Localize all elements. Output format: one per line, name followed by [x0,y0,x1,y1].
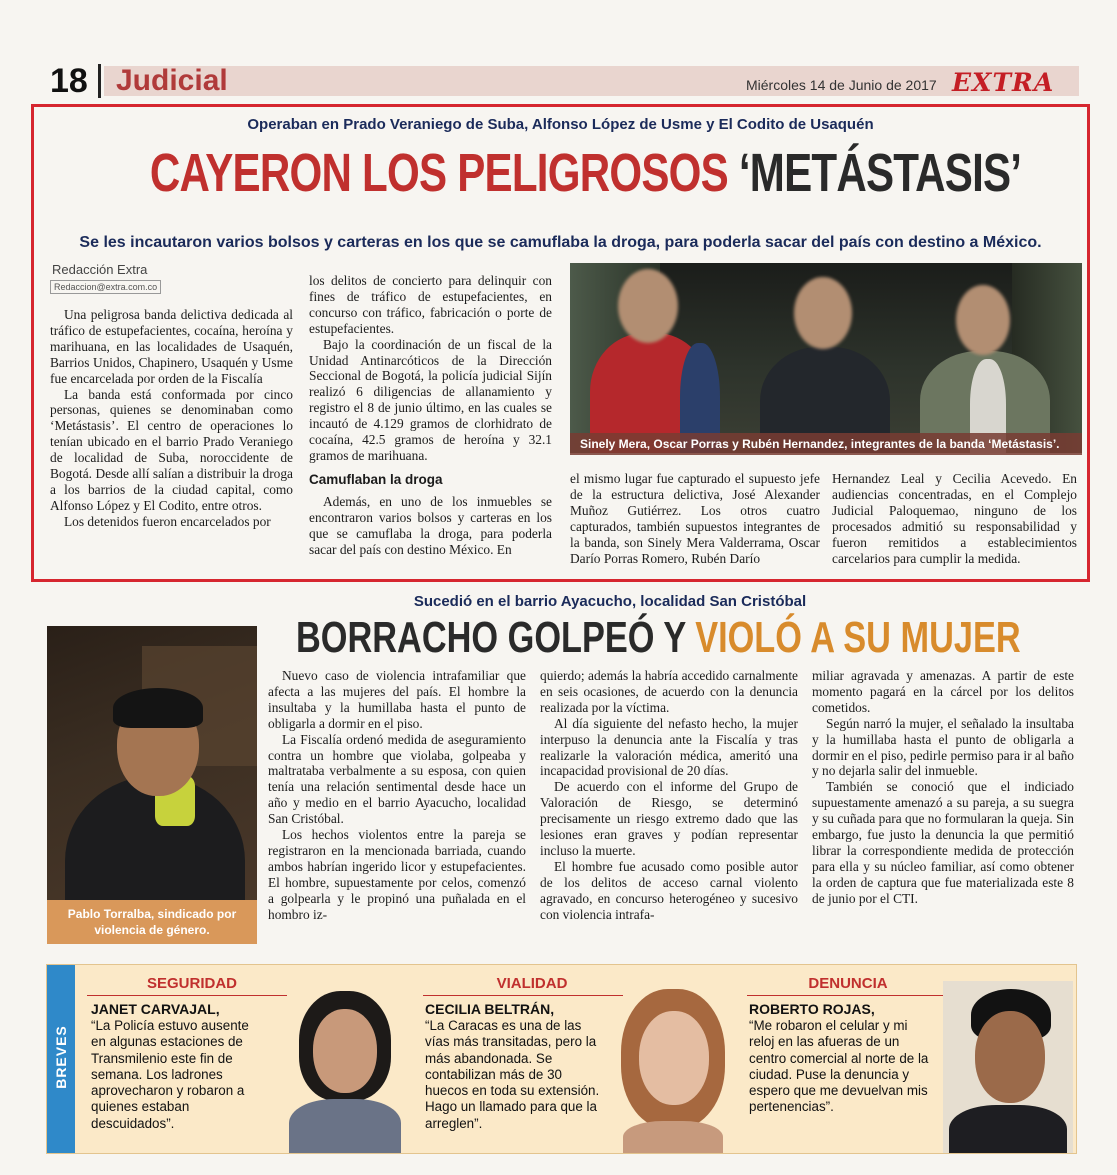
page-header [40,62,1077,100]
page-number-divider [98,64,101,98]
story1-column-3 [570,471,820,566]
story1-col2-p1: los delitos de concierto para delinquir con fines de tráfico de estupefacientes, en concurso con tráfico, fabricación o porte de estupefacientes. [309,273,552,336]
brief-3-quote: “Me robaron el celular y mi reloj en las afueras de un centro comercial al norte de la ciudad. Puse la denuncia y espero que me devuelvan mis pertenencias”. [749,1018,929,1115]
section-name: Judicial [116,64,228,97]
story1-col3-p1: el mismo lugar fue capturado el supuesto jefe de la estructura delictiva, José Alexander Muñoz Gutiérrez. Los otros cuatro capturados, también supuestos integrantes de la banda, son Sinely Mera Valderrama, Oscar Darío Porras Romero, Rubén Darío [570,471,820,566]
brief-3-name: ROBERTO ROJAS, [749,1001,875,1017]
story-metastasis [31,104,1090,582]
story2-col2-p1: quierdo; además la habría accedido carnalmente en seis ocasiones, de acuerdo con la denuncia realizada por la víctima. [540,668,798,715]
story1-col2-p2: Bajo la coordinación de un fiscal de la Unidad Antinarcóticos de la Dirección Seccional de Bogotá, la policía judicial Sijín realizó 6 diligencias de allanamiento y registro el 8 de junio último, en las cuales se incautó de 4.129 gramos de clorhidrato de cocaína, 42.5 gramos de heroína y 32.1 gramos de marihuana. [309,336,552,463]
story1-email: Redaccion@extra.com.co [50,280,161,294]
story1-byline: Redacción Extra [52,262,148,277]
breves-label: BREVES [53,1025,69,1089]
story2-col1-p3: Los hechos violentos entre la pareja se registraron en la mencionada barriada, cuando ambos habrían ingerido licor y estupefacientes. El hombre, supuestamente por celos, comenzó a golpearla y le propinó una puñalada en el hombro iz- [268,827,526,922]
suspect-hair [113,688,203,728]
story1-column-2 [309,273,552,558]
story1-column-1 [50,307,293,530]
story1-headline-part2: ‘METÁSTASIS’ [738,143,1022,203]
story1-col1-p2: La banda está conformada por cinco personas, quienes se denominaban como ‘Metástasis’. El centro de operaciones lo tenían ubicado en el barrio Prado Veraniego de localidad de Suba, noroccidente de Bogotá. Desde allí salían a distribuir la droga a los barrios de la ciudad capital, como Alfonso López y El Codito, entre otros. [50,386,293,513]
page-number: 18 [50,62,88,100]
story2-headline-part2: VIOLÓ A SU MUJER [695,613,1021,662]
story1-column-4 [832,471,1077,566]
story2-headline [296,610,1021,666]
story2-col1-p1: Nuevo caso de violencia intrafamiliar que afecta a las mujeres del país. El hombre la insultaba y la humillaba hasta el punto de obligarla a dormir en el piso. [268,668,526,731]
story1-kicker: Operaban en Prado Veraniego de Suba, Alfonso López de Usme y El Codito de Usaquén [247,116,874,133]
story2-col1-p2: La Fiscalía ordenó medida de aseguramiento contra un hombre que violaba, golpeaba y maltrataba verbalmente a su esposa, con quien tenía una relación sentimental desde hace un año y medio en el barrio Ayacucho, localidad San Cristóbal. [268,731,526,827]
brief-1-category: SEGURIDAD [146,975,237,992]
brief-2-category: VIALIDAD [496,975,568,992]
story1-col2-p3: Además, en uno de los inmuebles se encontraron varios bolsos y carteras en los que se camuflaba la droga, para poderla sacar del país con destino México. En [309,493,552,557]
story2-col3-p2: Según narró la mujer, el señalado la insultaba y la humillaba hasta el punto de obligarla a dormir en el piso, pedirle permiso para ir al baño y no dejarla salir del inmueble. [812,715,1074,779]
brief-3-shirt [949,1105,1067,1153]
brief-2-face [639,1011,709,1105]
brief-2-portrait [609,981,737,1153]
story2-column-2 [540,668,798,923]
story1-photo-caption: Sinely Mera, Oscar Porras y Rubén Hernandez, integrantes de la banda ‘Metástasis’. [570,433,1082,455]
extra-logo-mark [950,66,1072,96]
story2-photo-caption: Pablo Torralba, sindicado por violencia de género. [47,900,257,944]
brief-3-rule [747,995,947,996]
extra-logo [950,66,1072,96]
brief-1-portrait [279,981,411,1153]
brief-1-rule [87,995,287,996]
brief-2-neck [623,1121,723,1153]
brief-3-portrait [943,981,1073,1153]
suspect-1-head [618,269,678,343]
suspect-3-head [956,285,1010,355]
story2-photo [47,626,257,944]
extra-logo-text: EXTRA [952,68,1055,96]
story2-kicker: Sucedió en el barrio Ayacucho, localidad San Cristóbal [413,593,807,610]
brief-3-category: DENUNCIA [808,975,888,992]
brief-1-face [313,1009,377,1093]
brief-2-rule [423,995,623,996]
brief-1-quote: “La Policía estuvo ausente en algunas estaciones de Transmilenio este fin de semana. Los ladrones aprovecharon y robaron a quienes estaban descuidados”. [91,1018,249,1131]
story1-headline [149,141,1022,205]
suspect-2-head [794,277,852,349]
story2-col3-p1: miliar agravada y amenazas. A partir de este momento pagará en la cárcel por los delitos cometidos. [812,668,1074,715]
story2-col2-p3: De acuerdo con el informe del Grupo de Valoración de Riesgo, se determinó precisamente un riesgo extremo dado que las lesiones eran graves y podían representar incluso la muerte. [540,779,798,858]
story2-column-1 [268,668,526,923]
brief-2-quote: “La Caracas es una de las vías más transitadas, pero la más abandonada. Se contabilizan más de 30 huecos en toda su extensión. Hago un llamado para que la arreglen”. [425,1018,600,1131]
story1-subhead: Camuflaban la droga [309,471,443,487]
brief-1-name: JANET CARVAJAL, [91,1001,220,1017]
story1-col4-p1: Hernandez Leal y Cecilia Acevedo. En audiencias concentradas, en el Complejo Judicial Paloquemao, ninguno de los procesados admitió su responsabilidad y fueron remitidos a establecimientos carcelarios para cumplir la medida. [832,471,1077,566]
story2-headline-part1: BORRACHO GOLPEÓ Y [296,613,696,662]
story2-col2-p2: Al día siguiente del nefasto hecho, la mujer interpuso la denuncia ante la Fiscalía y tras realizarle la valoración médica, ameritó una incapacidad provisional de 20 días. [540,715,798,779]
story2-col2-p4: El hombre fue acusado como posible autor de los delitos de acceso carnal violento agravado, en concurso heterogéneo y sucesivo con violencia intrafa- [540,858,798,922]
brief-3-face [975,1011,1045,1103]
brief-1-shirt [289,1099,401,1153]
breves-tab [47,965,75,1153]
story1-headline-part1: CAYERON LOS PELIGROSOS [149,143,739,203]
story1-col1-p3: Los detenidos fueron encarcelados por [64,513,271,529]
story1-col1-p1: Una peligrosa banda delictiva dedicada al tráfico de estupefacientes, cocaína, heroína y marihuana, en las localidades de Usaquén, Barrios Unidos, Chapinero, Usaquén y Usme fue encarcelada por orden de la Fiscalía [50,307,293,386]
brief-2-name: CECILIA BELTRÁN, [425,1001,555,1017]
story2-column-3 [812,668,1074,907]
issue-date: Miércoles 14 de Junio de 2017 [746,77,937,93]
story2-col3-p3: También se conoció que el indiciado supuestamente amenazó a su pareja, a su suegra y su cuñada para que no formularan la queja. Sin embargo, fue justo la denuncia la que permitió librar la correspondiente medida de protección para ella y su núcleo familiar, así como obtener la orden de captura que fue materializada este 8 de junio por el CTI. [812,779,1074,906]
story1-deck: Se les incautaron varios bolsos y carteras en los que se camuflaba la droga, para poderla sacar del país con destino a México. [79,234,1042,251]
breves-strip [46,964,1077,1154]
story1-photo [570,263,1082,453]
